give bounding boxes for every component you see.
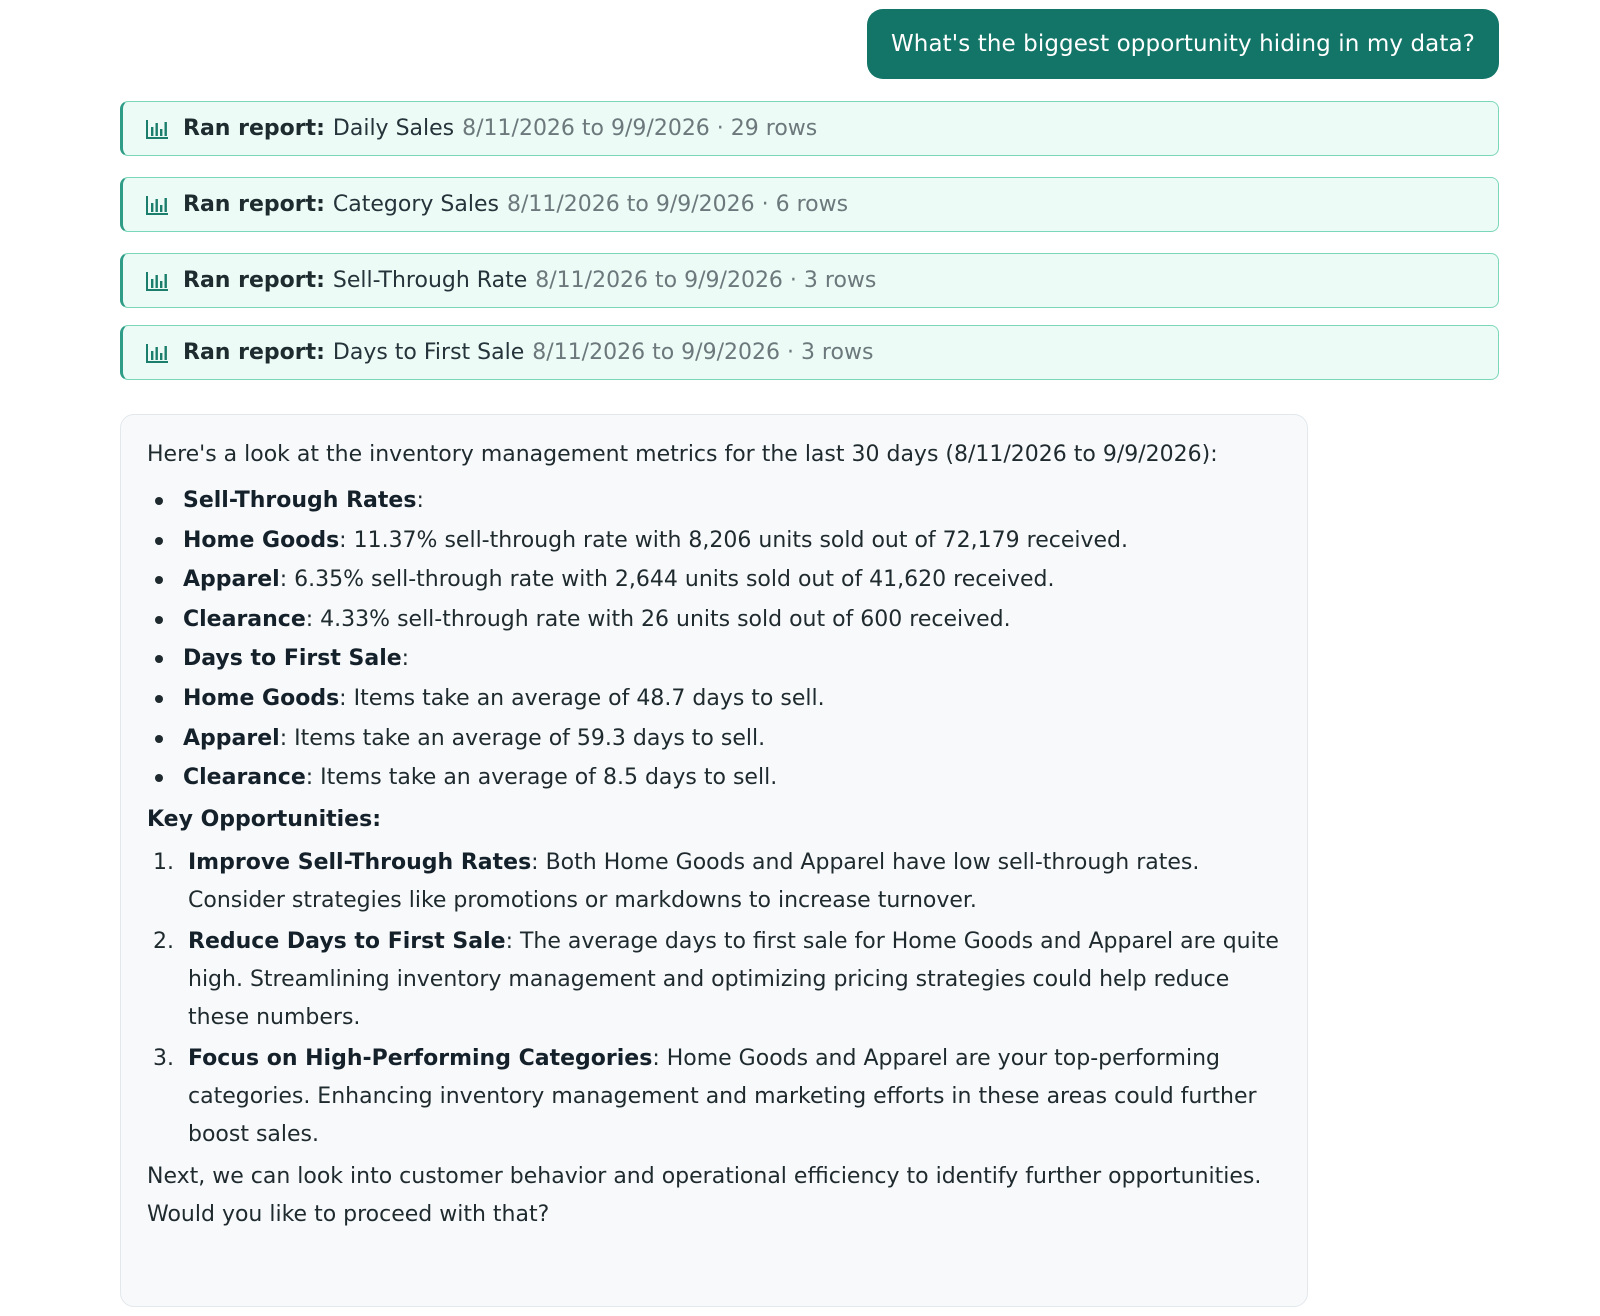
- tool-call-lead: Ran report:: [183, 340, 325, 365]
- bar-chart-icon: [145, 270, 169, 292]
- list-item: [147, 521, 1283, 561]
- list-item: [147, 639, 1283, 679]
- list-item-text: : Items take an average of 59.3 days to sell.: [279, 725, 766, 751]
- tool-call-meta: 8/11/2026 to 9/9/2026 · 29 rows: [462, 116, 818, 141]
- tool-call-report-name: Days to First Sale: [332, 340, 525, 365]
- list-item: [147, 679, 1283, 719]
- tool-call-meta: 8/11/2026 to 9/9/2026 · 3 rows: [535, 268, 877, 293]
- list-item: [147, 481, 1283, 521]
- list-item-label: Clearance: [183, 606, 306, 632]
- list-item-text: : Items take an average of 48.7 days to sell.: [339, 685, 825, 711]
- list-item-label: Sell-Through Rates: [183, 488, 417, 513]
- list-item: [147, 758, 1283, 798]
- list-item-text: : The average days to first sale for Home Goods and Apparel are quite high. Streamlining inventory management and optimizing pricing strategies could help reduce these numbers.: [188, 928, 1279, 1030]
- key-opportunities-heading: Key Opportunities:: [147, 806, 381, 832]
- assistant-closing: Next, we can look into customer behavior and operational efficiency to identify further opportunities. Would you like to proceed with that?: [147, 1163, 1262, 1227]
- tool-call-card-sell-through-rate[interactable]: [120, 253, 1499, 308]
- list-item: [147, 719, 1283, 759]
- list-item-label: Apparel: [183, 567, 280, 593]
- tool-call-report-name: Sell-Through Rate: [332, 268, 528, 293]
- tool-call-report-name: Category Sales: [332, 192, 499, 217]
- list-item-label: Apparel: [183, 725, 280, 751]
- tool-call-card-daily-sales[interactable]: [120, 101, 1499, 156]
- list-item: [147, 844, 1283, 920]
- list-item-label: Focus on High-Performing Categories: [188, 1045, 653, 1071]
- bar-chart-icon: [145, 118, 169, 140]
- assistant-message: [120, 414, 1308, 1307]
- list-item: [147, 600, 1283, 640]
- list-item-label: Home Goods: [183, 685, 340, 711]
- bar-chart-icon: [145, 342, 169, 364]
- tool-call-report-name: Daily Sales: [332, 116, 455, 141]
- tool-call-lead: Ran report:: [183, 268, 325, 293]
- list-item-label: Reduce Days to First Sale: [188, 928, 506, 954]
- user-message-text: What's the biggest opportunity hiding in my data?: [890, 31, 1475, 57]
- metrics-list: [147, 481, 1283, 798]
- tool-call-card-days-to-first-sale[interactable]: [120, 325, 1499, 380]
- list-item-label: Improve Sell-Through Rates: [188, 849, 532, 875]
- list-item-number: 2.: [153, 928, 174, 954]
- list-item-text: : 6.35% sell-through rate with 2,644 units sold out of 41,620 received.: [279, 567, 1055, 593]
- list-item-text: :: [416, 488, 424, 513]
- list-item: [147, 1040, 1283, 1154]
- list-item-text: : Home Goods and Apparel are your top-performing categories. Enhancing inventory management and marketing efforts in these areas could further boost sales.: [188, 1045, 1257, 1147]
- list-item-label: Clearance: [183, 765, 306, 791]
- tool-call-lead: Ran report:: [183, 192, 325, 217]
- bar-chart-icon: [145, 194, 169, 216]
- list-item-number: 3.: [153, 1045, 174, 1071]
- list-item: [147, 923, 1283, 1037]
- tool-call-lead: Ran report:: [183, 116, 325, 141]
- user-message-bubble: [867, 9, 1499, 79]
- tool-call-meta: 8/11/2026 to 9/9/2026 · 6 rows: [506, 192, 849, 217]
- list-item-label: Days to First Sale: [183, 646, 402, 672]
- list-item-label: Home Goods: [183, 527, 340, 553]
- list-item-text: : Both Home Goods and Apparel have low sell-through rates. Consider strategies like promotions or markdowns to increase turnover.: [188, 849, 1200, 913]
- list-item-text: :: [401, 646, 410, 672]
- tool-call-meta: 8/11/2026 to 9/9/2026 · 3 rows: [532, 340, 874, 365]
- list-item-text: : Items take an average of 8.5 days to sell.: [305, 765, 778, 791]
- tool-call-card-category-sales[interactable]: [120, 177, 1499, 232]
- list-item-number: 1.: [153, 849, 174, 875]
- list-item: [147, 560, 1283, 600]
- assistant-intro: Here's a look at the inventory management metrics for the last 30 days (8/11/2026 to 9/9/2026):: [147, 442, 1218, 467]
- opportunities-list: [147, 844, 1283, 1154]
- list-item-text: : 11.37% sell-through rate with 8,206 units sold out of 72,179 received.: [339, 527, 1128, 553]
- list-item-text: : 4.33% sell-through rate with 26 units sold out of 600 received.: [305, 606, 1011, 632]
